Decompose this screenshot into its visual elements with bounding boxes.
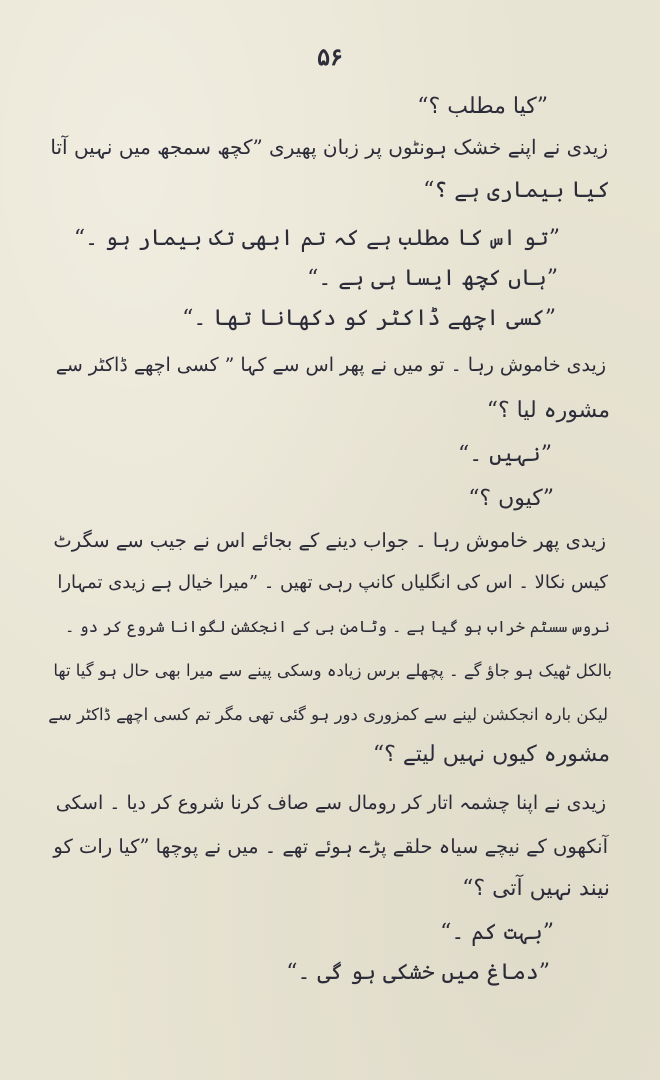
text-line: ”کسی اچھے ڈاکٹر کو دکھانا تھا ۔“	[182, 306, 556, 331]
text-line: ”ہاں کچھ ایسا ہی ہے ۔“	[307, 266, 558, 291]
text-line: نیند نہیں آتی ؟“	[462, 876, 610, 901]
text-line: لیکن بارہ انجکشن لینے سے کمزوری دور ہو گئی تھی مگر تم کسی اچھے ڈاکٹر سے	[48, 705, 608, 724]
text-line: بالکل ٹھیک ہو جاؤ گے ۔ پچھلے برس زیادہ وسکی پینے سے میرا بھی حال ہو گیا تھا	[53, 661, 612, 680]
text-line: ”کیوں ؟“	[468, 486, 554, 511]
text-line: مشورہ لیا ؟“	[486, 398, 610, 423]
text-line: ”تو اس کا مطلب ہے کہ تم ابھی تک بیمار ہو ۔“	[73, 226, 560, 251]
text-line: کیا بیماری ہے ؟“	[423, 178, 610, 203]
text-line: ”کیا مطلب ؟“	[417, 94, 548, 119]
text-line: زیدی نے اپنے خشک ہونٹوں پر زبان پھیری ”کچھ سمجھ میں نہیں آتا	[50, 135, 608, 159]
text-line: کیس نکالا ۔ اس کی انگلیاں کانپ رہی تھیں ۔ ”میرا خیال ہے زیدی تمہارا	[57, 572, 608, 593]
text-line: زیدی خاموش رہا ۔ تو میں نے پھر اس سے کہا ” کسی اچھے ڈاکٹر سے	[55, 354, 606, 376]
text-line: نروس سسٹم خراب ہو گیا ہے ۔ وٹامن بی کے انجکشن لگوانا شروع کر دو ۔	[64, 617, 610, 636]
text-line: ”بہت کم ۔“	[440, 920, 554, 945]
text-line: زیدی پھر خاموش رہا ۔ جواب دینے کے بجائے اس نے جیب سے سگرٹ	[53, 529, 606, 552]
page-number: ۵۶	[317, 42, 343, 71]
text-line: زیدی نے اپنا چشمہ اتار کر رومال سے صاف کرنا شروع کر دیا ۔ اسکی	[55, 792, 606, 814]
text-line: مشورہ کیوں نہیں لیتے ؟“	[372, 742, 610, 767]
text-line: ”نہیں ۔“	[458, 442, 552, 467]
text-line: ”دماغ میں خشکی ہو گی ۔“	[286, 960, 550, 985]
text-line: آنکھوں کے نیچے سیاہ حلقے پڑے ہوئے تھے ۔ میں نے پوچھا ”کیا رات کو	[53, 835, 608, 858]
